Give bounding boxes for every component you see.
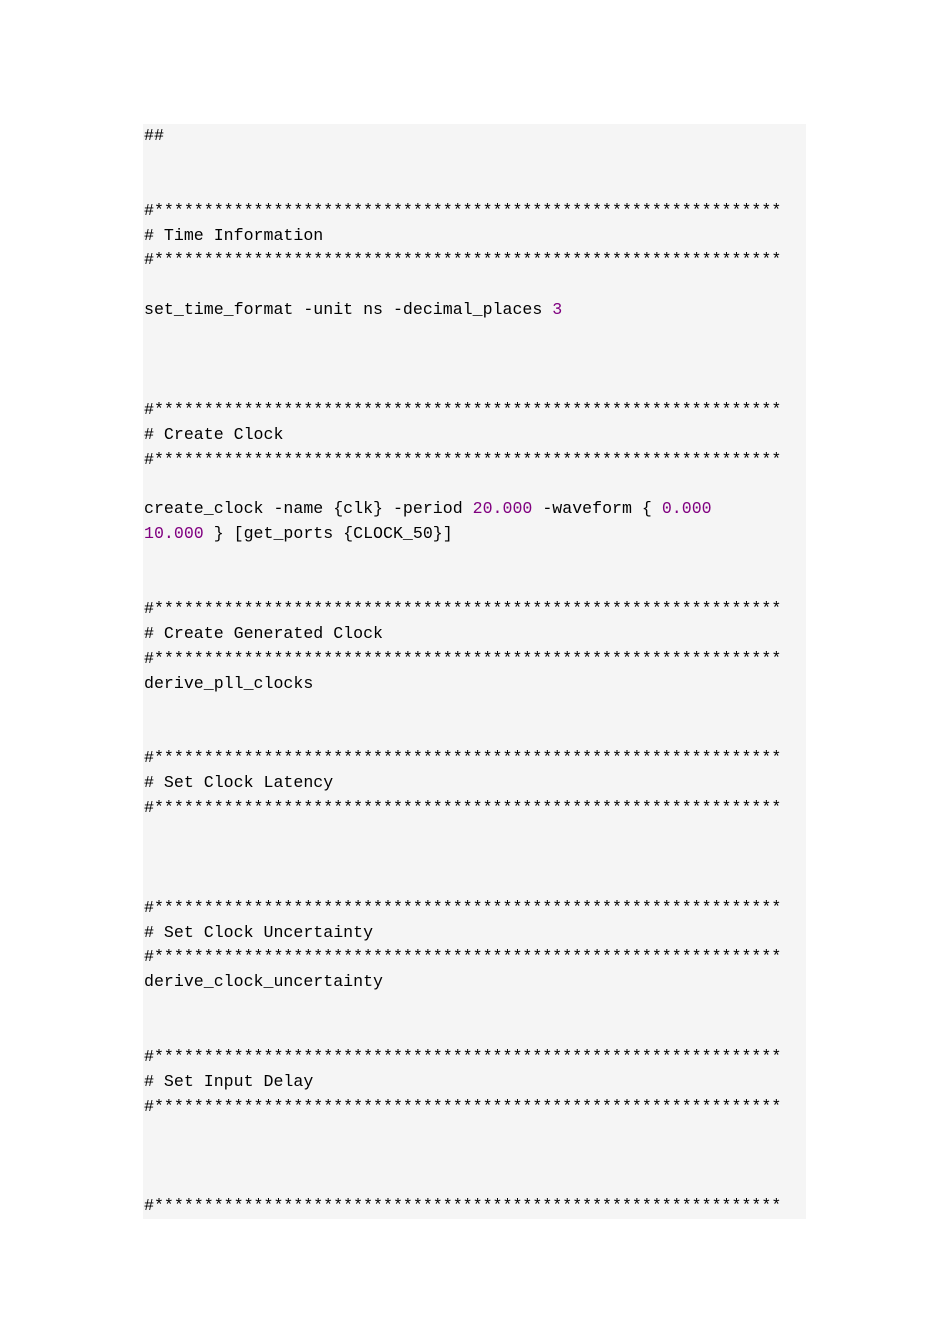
code-line: #*************************************************************** (144, 748, 782, 768)
code-line (144, 871, 781, 896)
code-line: #*************************************************************** (144, 1096, 782, 1116)
code-block (143, 124, 806, 1219)
code-line: #*************************************************************** (144, 1046, 782, 1066)
code-line: ## (144, 126, 164, 145)
code-line: # Set Input Delay (144, 1071, 314, 1091)
code-line: #*************************************************************** (144, 200, 782, 220)
code-line (144, 174, 781, 199)
code-line (144, 995, 781, 1020)
code-line (144, 846, 781, 871)
code-line: # Set Clock Uncertainty (144, 922, 374, 942)
code-line: #*************************************************************** (144, 449, 782, 469)
code-line (144, 348, 781, 373)
code-line (144, 1020, 781, 1045)
code-line (144, 273, 781, 298)
code-line (144, 821, 781, 846)
code-line (144, 472, 781, 497)
code-line (144, 572, 781, 597)
code-line: # Create Generated Clock (144, 623, 383, 643)
code-line: # Create Clock (144, 424, 284, 444)
code-line (144, 721, 781, 746)
code-line (144, 373, 781, 398)
code-line: #*************************************************************** (144, 399, 782, 419)
code-line: # Set Clock Latency (144, 773, 334, 793)
code-line: #*************************************************************** (144, 648, 782, 668)
code-line: derive_pll_clocks (144, 673, 314, 693)
code-line (144, 1120, 781, 1145)
code-line: #*************************************************************** (144, 250, 782, 270)
code-line: #*************************************************************** (144, 897, 782, 917)
code-line (144, 323, 781, 348)
code-line: set_time_format -unit ns -decimal_places 3 (144, 300, 563, 320)
code-line: #*************************************************************** (144, 947, 782, 967)
code-line (144, 149, 781, 174)
code-line (144, 547, 781, 572)
code-line: derive_clock_uncertainty (144, 972, 383, 992)
code-line: #*************************************************************** (144, 598, 782, 618)
code-line: #*************************************************************** (144, 798, 782, 818)
code-line: create_clock -name {clk} -period 20.000 -waveform { 0.000 (144, 499, 712, 519)
code-line: # Time Information (144, 225, 324, 245)
code-line: #*************************************************************** (144, 1196, 782, 1216)
code-line: 10.000 } [get_ports {CLOCK_50}] (144, 524, 453, 544)
code-line (144, 696, 781, 721)
code-line (144, 1169, 781, 1194)
code-lines (144, 124, 781, 1219)
code-line (144, 1145, 781, 1170)
